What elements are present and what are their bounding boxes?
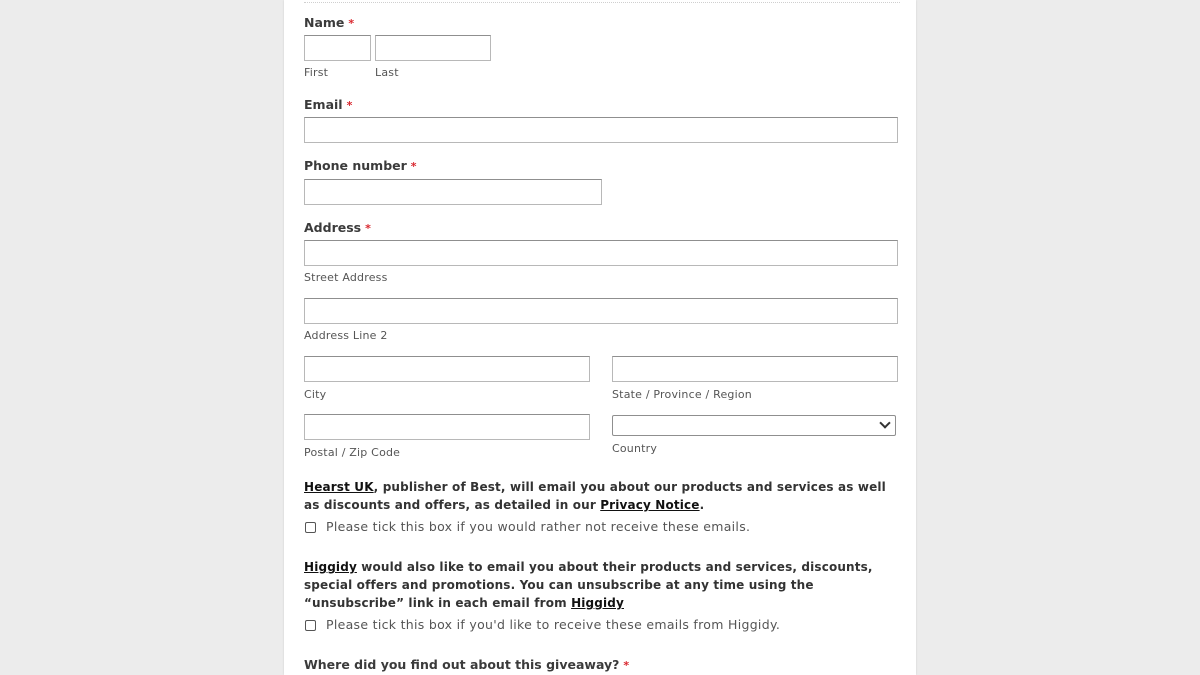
city-sublabel: City — [304, 388, 327, 401]
address-label-text: Address — [304, 220, 362, 235]
giveaway-label-text: Where did you find out about this giveaway? — [304, 657, 620, 672]
country-sublabel: Country — [612, 442, 658, 455]
higgidy-link-2[interactable]: Higgidy — [571, 596, 624, 610]
email-label — [304, 97, 352, 112]
email-required-marker: * — [346, 99, 353, 112]
hearst-consent-end: . — [699, 498, 705, 512]
top-divider — [304, 2, 900, 3]
higgidy-optin-label: Please tick this box if you'd like to receive these emails from Higgidy. — [326, 617, 781, 632]
email-input[interactable] — [304, 117, 898, 143]
address-line2-sublabel: Address Line 2 — [304, 329, 388, 342]
street-address-input[interactable] — [304, 240, 898, 266]
hearst-optout-checkbox[interactable] — [305, 522, 316, 533]
phone-required-marker: * — [410, 160, 417, 173]
last-name-input[interactable] — [375, 35, 491, 61]
phone-label-text: Phone number — [304, 158, 407, 173]
giveaway-label — [304, 657, 629, 672]
higgidy-optin-checkbox[interactable] — [305, 620, 316, 631]
name-label — [304, 15, 354, 30]
name-required-marker: * — [348, 17, 355, 30]
first-name-input[interactable] — [304, 35, 371, 61]
country-select[interactable] — [612, 415, 896, 436]
phone-label — [304, 158, 417, 173]
address-label — [304, 220, 371, 235]
city-input[interactable] — [304, 356, 590, 382]
address-line2-input[interactable] — [304, 298, 898, 324]
first-name-sublabel: First — [304, 66, 329, 79]
postal-code-sublabel: Postal / Zip Code — [304, 446, 401, 459]
street-address-sublabel: Street Address — [304, 271, 388, 284]
phone-input[interactable] — [304, 179, 602, 205]
state-sublabel: State / Province / Region — [612, 388, 752, 401]
giveaway-required-marker: * — [623, 659, 630, 672]
chevron-down-icon — [879, 417, 890, 428]
state-input[interactable] — [612, 356, 898, 382]
privacy-notice-link[interactable]: Privacy Notice — [600, 498, 700, 512]
higgidy-consent-text — [304, 558, 900, 612]
hearst-uk-link[interactable]: Hearst UK — [304, 480, 374, 494]
higgidy-link[interactable]: Higgidy — [304, 560, 357, 574]
address-required-marker: * — [365, 222, 371, 235]
postal-code-input[interactable] — [304, 414, 590, 440]
last-name-sublabel: Last — [375, 66, 399, 79]
hearst-optout-label: Please tick this box if you would rather not receive these emails. — [326, 519, 751, 534]
hearst-consent-text — [304, 478, 900, 514]
name-label-text: Name — [304, 15, 345, 30]
email-label-text: Email — [304, 97, 343, 112]
hearst-consent-body: , publisher of Best, will email you about our products and services as well as discounts and offers, as detailed in our — [304, 480, 886, 512]
higgidy-consent-body: would also like to email you about their products and services, discounts, special offers and promotions. You can unsubscribe at any time using the “unsubscribe” link in each email from — [304, 560, 873, 610]
